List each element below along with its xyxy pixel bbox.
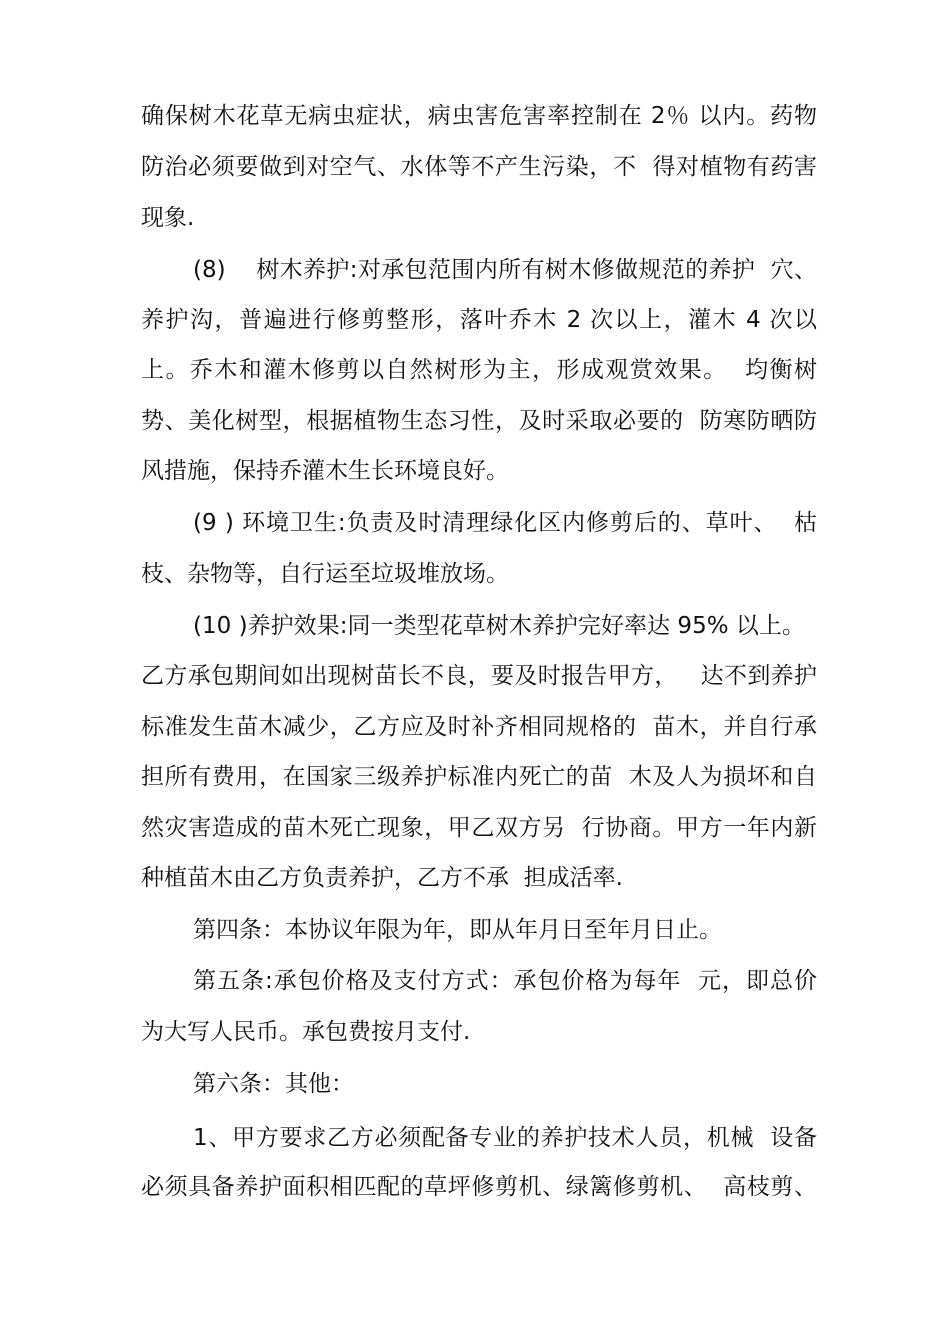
text-line-10: 枝、杂物等，自行运至垃圾堆放场。 [141,561,509,587]
text-line-2: 防治必须要做到对空气、水体等不产生污染，不 得对植物有药害 [141,154,817,180]
text-line-15: 然灾害造成的苗木死亡现象，甲乙双方另 行协商。甲方一年内新 [141,815,817,841]
text-line-13: 标准发生苗木减少，乙方应及时补齐相同规格的 苗木，并自行承 [141,714,817,740]
text-line-1: 确保树木花草无病虫症状，病虫害危害率控制在 2％ 以内。药物 [141,103,817,129]
text-line-3: 现象. [141,205,195,231]
text-line-6: 上。乔木和灌木修剪以自然树形为主，形成观赏效果。 均衡树 [141,357,817,383]
text-line-22: 必须具备养护面积相匹配的草坪修剪机、绿篱修剪机、 高枝剪、 [141,1174,817,1200]
text-line-11: (10 )养护效果:同一类型花草树木养护完好率达 95% 以上。 [193,613,805,639]
text-line-16: 种植苗木由乙方负责养护，乙方不承 担成活率. [141,865,623,891]
text-line-18: 第五条:承包价格及支付方式：承包价格为每年 元，即总价 [193,968,817,994]
text-line-14: 担所有费用，在国家三级养护标准内死亡的苗 木及人为损坏和自 [141,764,817,790]
text-line-17: 第四条：本协议年限为年，即从年月日至年月日止。 [193,917,722,943]
text-line-8: 风措施，保持乔灌木生长环境良好。 [141,458,509,484]
text-line-20: 第六条：其他： [193,1071,354,1097]
text-line-12: 乙方承包期间如出现树苗长不良，要及时报告甲方， 达不到养护 [141,663,817,689]
text-line-5: 养护沟，普遍进行修剪整形，落叶乔木 2 次以上，灌木 4 次以 [141,307,817,333]
text-line-9: (9 ) 环境卫生:负责及时清理绿化区内修剪后的、草叶、 枯 [193,510,817,536]
text-line-21: 1、甲方要求乙方必须配备专业的养护技术人员，机械 设备 [193,1125,817,1151]
text-line-7: 势、美化树型，根据植物生态习性，及时采取必要的 防寒防晒防 [141,408,817,434]
text-line-4: (8) 树木养护:对承包范围内所有树木修做规范的养护 穴、 [193,257,817,283]
text-line-19: 为大写人民币。承包费按月支付. [141,1019,471,1045]
